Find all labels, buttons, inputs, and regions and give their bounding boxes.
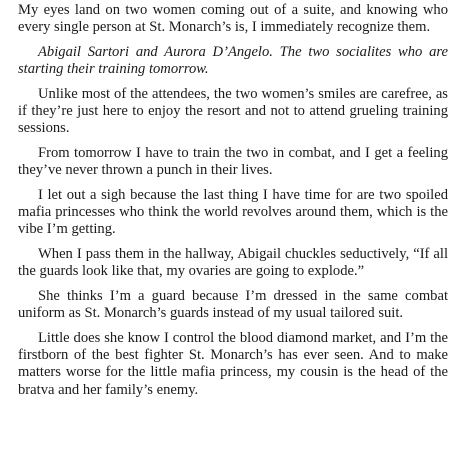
paragraph-2-italic: Abigail Sartori and Aurora D’Angelo. The two socialites who are starting their training tomorrow. — [18, 43, 448, 78]
paragraph-6: When I pass them in the hallway, Abigail chuckles seductively, “If all the guards look like that, my ovaries are going to explode.” — [18, 245, 448, 280]
paragraph-3: Unlike most of the attendees, the two women’s smiles are carefree, as if they’re just here to enjoy the resort and not to attend grueling training sessions. — [18, 85, 448, 137]
paragraph-4: From tomorrow I have to train the two in combat, and I get a feeling they’ve never thrown a punch in their lives. — [18, 144, 448, 179]
paragraph-1: My eyes land on two women coming out of a suite, and knowing who every single person at St. Monarch’s is, I immediately recognize them. — [18, 2, 448, 36]
paragraph-5: I let out a sigh because the last thing I have time for are two spoiled mafia princesses who think the world revolves around them, which is the vibe I’m getting. — [18, 186, 448, 238]
paragraph-8: Little does she know I control the blood diamond market, and I’m the firstborn of the best fighter St. Monarch’s has ever seen. And to make matters worse for the little mafia princess, my cousin is the head of the bratva and her family’s enemy. — [18, 329, 448, 398]
paragraph-7: She thinks I’m a guard because I’m dressed in the same combat uniform as St. Monarch’s guards instead of my usual tailored suit. — [18, 287, 448, 322]
